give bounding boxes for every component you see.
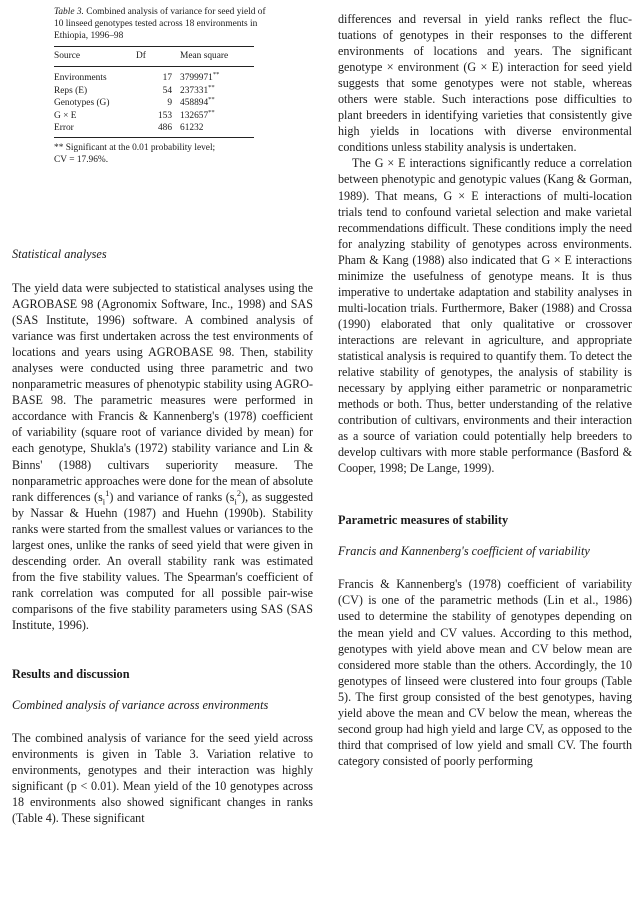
cell-ms: 61232 [180,122,254,138]
right-paragraph-3: Francis & Kannenberg's (1978) coefficient of variability (CV) is one of the parametric methods (Lin et al., 1986) used to determine the stability of genotypes depending on the mean yield and CV values. According to this method, genotypes with yield above mean and CV below mean are considered more stable than the others. Accordingly, the 10 genotypes of linseed were clustered into four groups (Table 5). The first group consisted of the best genotypes, having yield above the mean and CV below the mean, whereas the second group had high yield and large CV, as opposed to the third that comprised of low yield and small CV. The fourth category consisted of poorly performing [338,577,632,768]
results-heading: Results and discussion [12,667,130,682]
right-paragraph-2: The G × E interactions significantly reduce a correlation between phenotypic and genotypic values (Kang & Gorman, 1989). That means, G × E interactions of multi-location trials tend to confound varietal selection and make varietal recommendations difficult. These conditions imply the need for analyzing stability of genotypes across environments. Pham & Kang (1988) also indicated that G × E interactions minimize the usefulness of genotype means. It is thus imperative to undertake adaptation and stability analyses in multi-location trials. Furthermore, Baker (1988) and Crossa (1990) elaborated that only qualitative or crossover interactions are relevant in agriculture, and appropriate statistical analysis is required to quantify them. To detect the relative stability of genotypes, the analysis of stability is necessary by applying either parametric or nonparametric methods or both. Thus, better understanding of the relative contribution of cultivars, environments and their interaction as a source of variation could potentially help breeders to develop cultivars with more stable performance (Basford & Cooper, 1998; De Lange, 1999). [338,156,632,476]
cell-ms: 458894** [180,96,215,109]
anova-subheading: Combined analysis of variance across environments [12,698,269,713]
table-row [54,84,254,97]
results-paragraph: The combined analysis of variance for the seed yield across environments is given in Table 3. Variation relative to environments, genotypes and their interaction was highly significant (p < 0.01). Mean yield of the 10 genotypes across 18 environments also showed significant changes in ranks (Table 4). These significant [12,731,313,826]
left-column [12,247,313,826]
cell-source: Error [54,122,136,138]
cell-df: 153 [157,110,172,121]
statistical-analyses-heading: Statistical analyses [12,247,107,261]
cell-source: G × E [54,110,77,121]
table-caption [54,6,266,42]
cell-source: Genotypes (G) [54,98,110,109]
statistical-analyses-paragraph: The yield data were subjected to statistical analyses using the AGROBASE 98 (Agronomix Software, Inc., 1998) and SAS (SAS Institute, 1996) software. A combined analysis of variance was first undertaken across the test environments of locations and years using AGROBASE 98. Then, stability analyses were conducted using three parametric and two nonparametric measures of phenotypic stability using AGROBASE 98. The parametric measures were performed in accordance with Francis & Kannenberg's (1978) coefficient of variability (square root of variance divided by mean) for each genotype, Shukla's (1972) stability variance and Lin & Binns' (1988) cultivars superiority measure. The nonparametric approaches were done for the mean of absolute rank differences $(s_i^1)$ and variance of ranks $(s_i^2)$, as suggested by Nassar & Huehn (1987) and Huehn (1990b). Stability ranks were started from the smallest values or variances to the largest ones, unlike the ranks of seed yield that were given in descending order. An overall stability rank was estimated from the five stability values. The Spearman's coefficient of rank correlation was computed for all possible pair-wise comparisons of the five stability parameters using SAS (SAS Institute, 1996). [12,281,314,632]
cell-source: Environments [54,73,107,83]
cell-df: 486 [136,122,180,138]
table-row [54,97,254,110]
right-paragraph-1: differences and reversal in yield ranks reflect the fluctuations of genotypes in their responses to the different environments of locations and years. The significant genotype × environment (G × E) interaction for seed yield suggests that some genotypes were not stable, whereas others were stable. Such interactions pose difficulties to plant breeders in identifying varieties that consistently give high yields in locations with diverse environmental conditions unless stability analysis is undertaken. [338,12,632,155]
parametric-heading: Parametric measures of stability [338,513,509,528]
cell-df: 17 [162,73,172,83]
significance-marker: ** [208,108,215,116]
footnote-significance: ** Significant at the 0.01 probability level; [54,143,216,154]
table-caption-text: Combined analysis of variance for seed yield of 10 linseed genotypes tested across 18 environments in Ethiopia, 1996–98 [54,7,266,41]
footnote-cv: CV = 17.96%. [54,155,109,166]
cv-subheading: Francis and Kannenberg's coefficient of variability [338,544,590,559]
table-label: Table 3. [54,7,84,17]
col-header-df: Df [136,47,180,67]
col-header-source: Source [54,47,136,67]
cell-df: 54 [162,85,172,96]
cell-df: 9 [167,98,172,109]
col-header-mean-square: Mean square [180,47,254,67]
table-footnote [54,142,266,166]
cell-ms: 132657** [180,108,215,121]
anova-table [54,46,254,138]
cell-ms: 237331** [180,83,215,96]
table-row [54,122,254,138]
right-column [338,11,632,769]
significance-marker: ** [212,70,220,78]
significance-marker: ** [208,96,215,104]
table-row [54,67,254,85]
significance-marker: ** [208,83,215,91]
table-row [54,109,254,122]
cell-source: Reps (E) [54,85,88,96]
table-3 [54,6,266,166]
cell-ms: 3799971** [180,70,220,83]
